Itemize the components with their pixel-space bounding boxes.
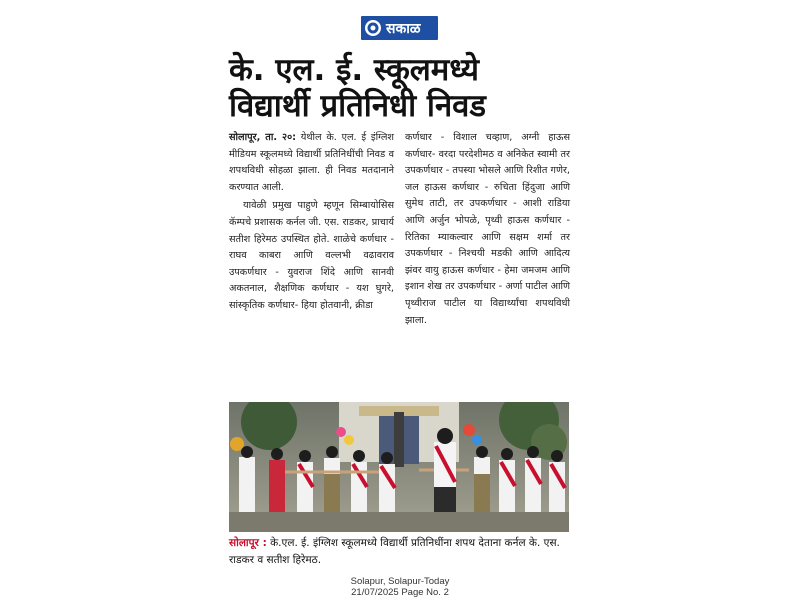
caption-place: सोलापूर : [229,537,267,549]
article-paragraph-3: कर्णधार - विशाल चव्हाण, अग्नी हाऊस कर्णधार- वरदा परदेशीमठ व अनिकेत स्वामी तर उपकर्णधार - तपस्या भोसले आणि रिशीत गणेर, जल हाऊस कर्णधार - रुचिता हिंदुजा आणि सुमेध ताटी, तर उपकर्णधार - आशी राडिया आणि अर्जुन भोपळे, पृथ्वी हाऊस कर्णधार - रितिका म्याकल्वार आणि सक्षम शर्मा तर उपकर्णधार - निश्चयी मडकी आणि आदित्य झंवर वायु हाऊस कर्णधार - हेमा जमजम आणि इशान शेख तर उपकर्णधार - अर्णा पाटील आणि पृथ्वीराज पाटील या विद्यार्थ्यांचा शपथविधी झाला. [405,132,571,326]
article-paragraph-2: यावेळी प्रमुख पाहुणे म्हणून सिम्बायोसिस कॅम्पचे प्रशासक कर्नल जी. एस. राडकर, प्राचार्य सतीश हिरेमठ उपस्थित होते. शाळेचे कर्णधार - राघव काबरा आणि वल्लभी वढावराव उपकर्णधार - युवराज शिंदे आणि सानवी अकतनाल, शैक्षणिक कर्णधार - यश घुगरे, सांस्कृतिक कर्णधार- हिया होतवानी, क्रीडा [229,200,394,311]
article-paragraph-1 [229,130,394,196]
sakal-emblem-icon [363,18,383,38]
headline-line-1: के. एल. ई. स्कूलमध्ये [229,52,479,88]
footer-edition: Solapur, Solapur-Today [350,576,450,587]
paragraph-1-text: येथील के. एल. ई इंग्लिश मीडियम स्कूलमध्ये विद्यार्थी प्रतिनिधींची निवड व शपथविधी सोहळा झाला. ही निवड मतदानाने करण्यात आली. [229,132,394,193]
page-footer [300,576,500,598]
event-photo [229,402,569,532]
sakal-logo [361,16,438,40]
caption-text: के.एल. ई. इंग्लिश स्कूलमध्ये विद्यार्थी प्रतिनिधींना शपथ देताना कर्नल के. एस. राडकर व सतीश हिरेमठ. [229,537,560,566]
photo-caption [229,535,574,569]
logo-text: सकाळ [386,20,421,37]
article-column-right [405,130,570,329]
headline-line-2: विद्यार्थी प्रतिनिधी निवड [229,88,486,124]
footer-date-page: 21/07/2025 Page No. 2 [351,587,449,598]
article-column-left [229,130,394,315]
dateline: सोलापूर, ता. २०: [229,132,296,143]
